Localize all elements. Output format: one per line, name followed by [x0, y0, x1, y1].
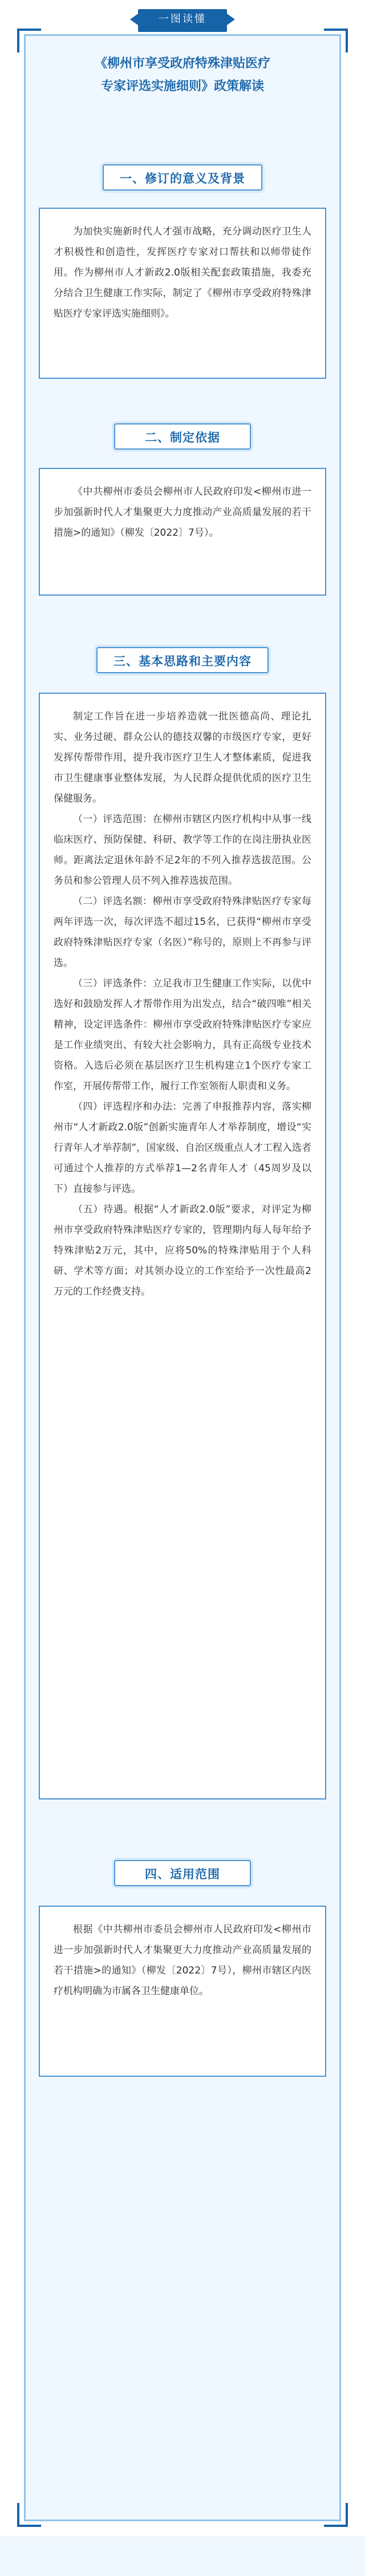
document-title [34, 52, 331, 98]
corner-decoration [17, 2503, 41, 2527]
banner-label: 一图读懂 [138, 9, 227, 32]
section-header-significance [0, 164, 365, 192]
paragraph: （二）评选名额：柳州市享受政府特殊津贴医疗专家每两年评选一次，每次评选不超过15名，已获得“柳州市享受政府特殊津贴医疗专家（名医）”称号的，原则上不再参与评选。 [54, 896, 311, 969]
section-card-main-content [39, 693, 326, 1799]
corner-decoration [324, 29, 348, 52]
paragraph: 根据《中共柳州市委员会柳州市人民政府印发<柳州市进一步加强新时代人才集聚更大力度推动产业高质量发展的若干措施>的通知》（柳发〔2022〕7号），柳州市辖区内医疗机构明确为市属各卫生健康单位。 [54, 1924, 311, 1997]
corner-decoration [324, 2503, 348, 2527]
section-card-scope [39, 1906, 326, 2077]
section-heading: 四、适用范围 [114, 1860, 251, 1886]
section-heading: 二、制定依据 [114, 423, 251, 450]
document-title-line: 《柳州市享受政府特殊津贴医疗 [94, 56, 270, 71]
paragraph: （三）评选条件：立足我市卫生健康工作实际，以优中选好和鼓励发挥人才帮带作用为出发点，结合“破四唯”相关精神，设定评选条件：柳州市享受政府特殊津贴医疗专家应是工作业绩突出、有较大社会影响力，具有正高级专业技术资格。入选后必须在基层医疗卫生机构建立1个医疗专家工作室，开展传帮带工作，履行工作室领衔人职责和义务。 [54, 978, 311, 1092]
paragraph: 《中共柳州市委员会柳州市人民政府印发<柳州市进一步加强新时代人才集聚更大力度推动产业高质量发展的若干措施>的通知》（柳发〔2022〕7号）。 [54, 486, 311, 539]
paragraph: （一）评选范围：在柳州市辖区内医疗机构中从事一线临床医疗、预防保健、科研、教学等工作的在岗注册执业医师。距离法定退休年龄不足2年的不列入推荐选拔范围。公务员和参公管理人员不列入推荐选拔范围。 [54, 814, 311, 887]
corner-decoration [17, 29, 41, 52]
paragraph: （四）评选程序和办法：完善了申报推荐内容，落实柳州市“人才新政2.0版”创新实施青年人才举荐制度，增设“实行青年人才举荐制”，国家级、自治区级重点人才工程入选者可通过个人推荐的方式举荐1—2名青年人才（45周岁及以下）直接参与评选。 [54, 1101, 311, 1195]
section-heading: 一、修订的意义及背景 [103, 164, 262, 191]
paragraph: （五）待遇。根据“人才新政2.0版”要求，对评定为柳州市享受政府特殊津贴医疗专家的，管理期内每人每年给予特殊津贴2万元，其中，应将50%的特殊津贴用于个人科研、学术等方面；对其领办设立的工作室给予一次性最高2万元的工作经费支持。 [54, 1204, 311, 1297]
section-header-scope [0, 1860, 365, 1887]
paragraph: 制定工作旨在进一步培养造就一批医德高尚、理论扎实、业务过硬、群众公认的德技双馨的市级医疗专家，更好发挥传帮带作用，提升我市医疗卫生人才整体素质，促进我市卫生健康事业整体发展，为人民群众提供优质的医疗卫生保健服务。 [54, 711, 311, 804]
section-header-basis [0, 423, 365, 451]
section-card-basis [39, 468, 326, 596]
section-card-significance [39, 208, 326, 379]
banner [0, 9, 365, 32]
section-heading: 三、基本思路和主要内容 [96, 647, 269, 673]
bottom-decoration [0, 2536, 365, 2576]
document-title-line: 专家评选实施细则》政策解读 [100, 79, 264, 94]
paragraph: 为加快实施新时代人才强市战略，充分调动医疗卫生人才积极性和创造性，发挥医疗专家对口帮扶和以师带徒作用。作为柳州市人才新政2.0版相关配套政策措施，我委充分结合卫生健康工作实际，制定了《柳州市享受政府特殊津贴医疗专家评选实施细则》。 [54, 226, 311, 320]
section-header-main-content [0, 647, 365, 674]
